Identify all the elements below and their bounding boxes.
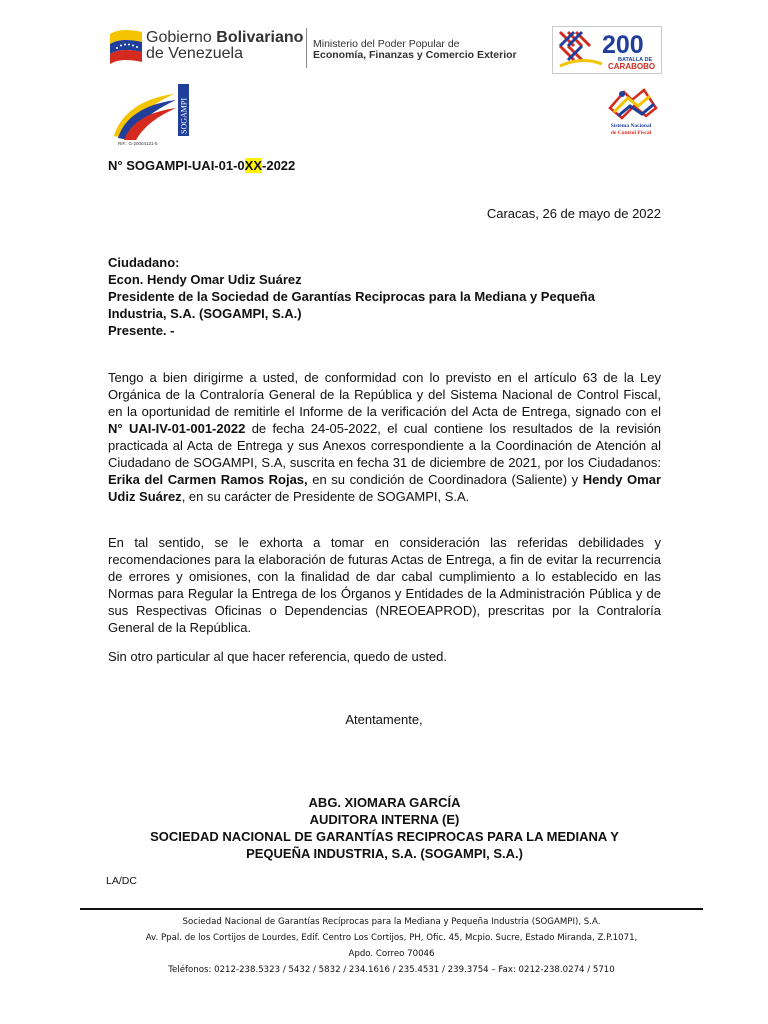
signer-name: ABG. XIOMARA GARCÍA bbox=[308, 795, 461, 810]
gobierno-bolivariano-logo bbox=[108, 26, 517, 70]
footer-line3: Apdo. Correo 70046 bbox=[348, 949, 435, 959]
signer-position: AUDITORA INTERNA (E) bbox=[309, 812, 460, 827]
sogampi-rif: RIF.: G-20004131-5 bbox=[118, 141, 158, 146]
addressee-title-line2: Industria, S.A. (SOGAMPI, S.A.) bbox=[108, 306, 302, 321]
salutation: Ciudadano: bbox=[108, 255, 180, 270]
body-paragraph-3: Sin otro particular al que hacer referencia, quedo de usted. bbox=[108, 649, 447, 664]
sogampi-logo bbox=[108, 80, 190, 146]
footer bbox=[80, 914, 703, 978]
sogampi-emblem-icon bbox=[108, 80, 190, 146]
bicentennial-number: 200 bbox=[602, 31, 644, 59]
control-fiscal-logo bbox=[600, 86, 662, 136]
ministry-name: Ministerio del Poder Popular de Economía, Finanzas y Comercio Exterior bbox=[313, 38, 517, 61]
snc-line2: de Control Fiscal bbox=[610, 130, 652, 136]
bicentenario-carabobo-logo bbox=[552, 26, 662, 74]
closing: Atentamente, bbox=[345, 712, 423, 727]
header-separator bbox=[306, 28, 307, 68]
carabobo-emblem-icon bbox=[552, 26, 662, 74]
footer-line1: Sociedad Nacional de Garantías Recíprocas para la Mediana y Pequeña Industria (SOGAMPI), S.A. bbox=[182, 917, 601, 927]
footer-line4: Teléfonos: 0212-238.5323 / 5432 / 5832 / 234.1616 / 235.4531 / 239.3754 – Fax: 0212-238.0274 / 5710 bbox=[168, 965, 615, 975]
addressee-title-line1: Presidente de la Sociedad de Garantías Reciprocas para la Mediana y Pequeña bbox=[108, 289, 595, 304]
bicentennial-line1: BATALLA DE bbox=[618, 57, 653, 63]
venezuela-flag-icon bbox=[108, 28, 144, 66]
signer-org-line1: SOCIEDAD NACIONAL DE GARANTÍAS RECIPROCAS PARA LA MEDIANA Y bbox=[150, 829, 619, 844]
letter-date: Caracas, 26 de mayo de 2022 bbox=[486, 206, 661, 221]
body-paragraph-1: Tengo a bien dirigirme a usted, de conformidad con lo previsto en el artículo 63 de la Ley Orgánica de la Contraloría General de la República y del Sistema Nacional de Control Fiscal, en la oportunidad de remitirle el Informe de la verificación del Acta de Entrega, signado con el N° UAI-IV-01-001-2022 de fecha 24-05-2022, el cual contiene los resultados de la revisión practicada al Acta de Entrega y sus Anexos correspondiente a la Coordinación de Atención al Ciudadano de SOGAMPI, S.A, suscrita en fecha 31 de diciembre de 2021, por los Ciudadanos: Erika del Carmen Ramos Rojas, en su condición de Coordinadora (Saliente) y Hendy Omar Udiz Suárez, en su carácter de Presidente de SOGAMPI, S.A. bbox=[108, 370, 661, 504]
initials: LA/DC bbox=[106, 875, 137, 887]
snc-line1: Sistema Nacional bbox=[610, 123, 652, 129]
body-paragraph-2: En tal sentido, se le exhorta a tomar en consideración las referidas debilidades y recomendaciones para la elaboración de futuras Actas de Entrega, a fin de evitar la recurrencia de errores y omisiones, con la finalidad de dar cabal cumplimiento a lo establecido en las Normas para Regular la Entrega de los Órganos y Entidades de la Administración Pública y de sus Respectivas Oficinas o Dependencias (NREOEAPROD), prescritas por la Contraloría General de la República. bbox=[108, 535, 661, 635]
control-fiscal-emblem-icon bbox=[600, 86, 662, 136]
addressee-name: Econ. Hendy Omar Udiz Suárez bbox=[108, 272, 302, 287]
footer-line2: Av. Ppal. de los Cortijos de Lourdes, Edif. Centro Los Cortijos, PH, Ofic. 45, Mcpio. Sucre, Estado Miranda, Z.P.1071, bbox=[145, 933, 638, 943]
bicentennial-line2: CARABOBO bbox=[608, 62, 656, 71]
gov-name: Gobierno Bolivariano de Venezuela bbox=[146, 29, 304, 62]
reference-number: N° SOGAMPI-UAI-01-0XX-2022 bbox=[108, 158, 296, 173]
addressee-block bbox=[108, 254, 661, 339]
footer-divider bbox=[80, 908, 703, 910]
signature-block bbox=[108, 794, 661, 862]
signer-org-line2: PEQUEÑA INDUSTRIA, S.A. (SOGAMPI, S.A.) bbox=[246, 846, 523, 861]
presente: Presente. - bbox=[108, 323, 175, 338]
sogampi-vertical-text: SOGAMPI bbox=[179, 97, 189, 134]
